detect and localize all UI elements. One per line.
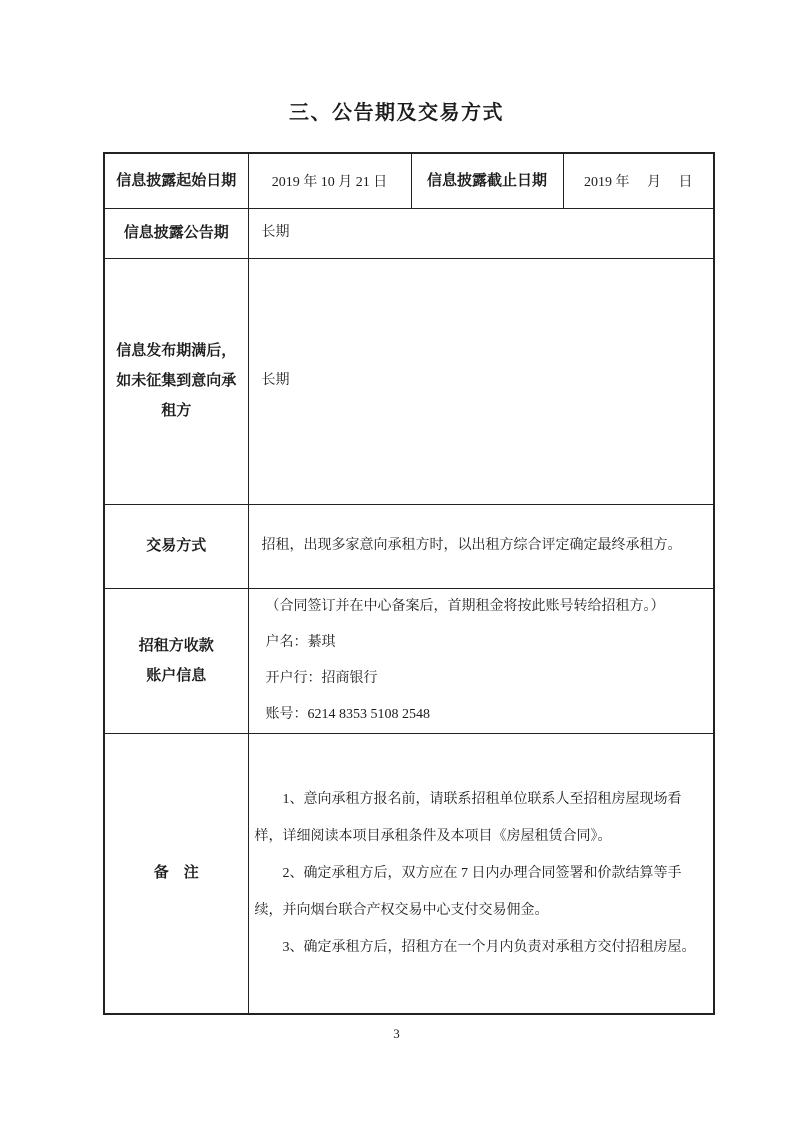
remark-item: 3、确定承租方后，招租方在一个月内负责对承租方交付招租房屋。 xyxy=(282,939,696,955)
remark-item: 2、确定承租方后，双方应在 7 日内办理合同签署和价款结算等手续，并向烟台联合产权交易中心支付交易佣金。 xyxy=(254,865,682,918)
payee-account-label-line: 账户信息 xyxy=(146,667,207,684)
table-row xyxy=(104,733,714,1014)
transaction-method-label: 交易方式 xyxy=(104,504,248,588)
after-expiry-label-line: 信息发布期满后， xyxy=(116,343,237,359)
payee-account-name: 户名：綦琪 xyxy=(265,634,336,650)
disclosure-end-date-value: 2019 年 月 日 xyxy=(563,153,714,208)
after-expiry-label xyxy=(104,258,248,504)
remarks-label: 备 注 xyxy=(104,733,248,1014)
page-title: 三、公告期及交易方式 xyxy=(289,102,504,124)
payee-account-bank: 开户行：招商银行 xyxy=(265,670,378,686)
disclosure-start-date-value: 2019 年 10 月 21 日 xyxy=(248,153,411,208)
disclosure-start-date-label: 信息披露起始日期 xyxy=(104,153,248,208)
table-row xyxy=(104,504,714,588)
remark-item: 1、意向承租方报名前，请联系招租单位联系人至招租房屋现场看样，详细阅读本项目承租条件及本项目《房屋租赁合同》。 xyxy=(254,791,682,844)
payee-account-label-line: 招租方收款 xyxy=(138,637,214,654)
remarks-content xyxy=(248,733,714,1014)
payee-account-label xyxy=(104,588,248,733)
table-row xyxy=(104,153,714,208)
disclosure-end-date-label: 信息披露截止日期 xyxy=(411,153,563,208)
page-number: 3 xyxy=(393,1026,400,1041)
transaction-method-value: 招租，出现多家意向承租方时，以出租方综合评定确定最终承租方。 xyxy=(248,504,714,588)
table-row xyxy=(104,588,714,733)
after-expiry-label-line: 如未征集到意向承 xyxy=(116,373,237,389)
table-row xyxy=(104,258,714,504)
payee-account-number: 账号：6214 8353 5108 2548 xyxy=(265,706,430,722)
after-expiry-label-line: 租方 xyxy=(161,403,192,419)
payee-account-note: （合同签订并在中心备案后，首期租金将按此账号转给招租方。） xyxy=(265,598,665,614)
announcement-table xyxy=(103,152,715,1015)
after-expiry-value: 长期 xyxy=(248,258,714,504)
table-row xyxy=(104,208,714,258)
announcement-period-value: 长期 xyxy=(248,208,714,258)
announcement-period-label: 信息披露公告期 xyxy=(104,208,248,258)
payee-account-info xyxy=(248,588,714,733)
